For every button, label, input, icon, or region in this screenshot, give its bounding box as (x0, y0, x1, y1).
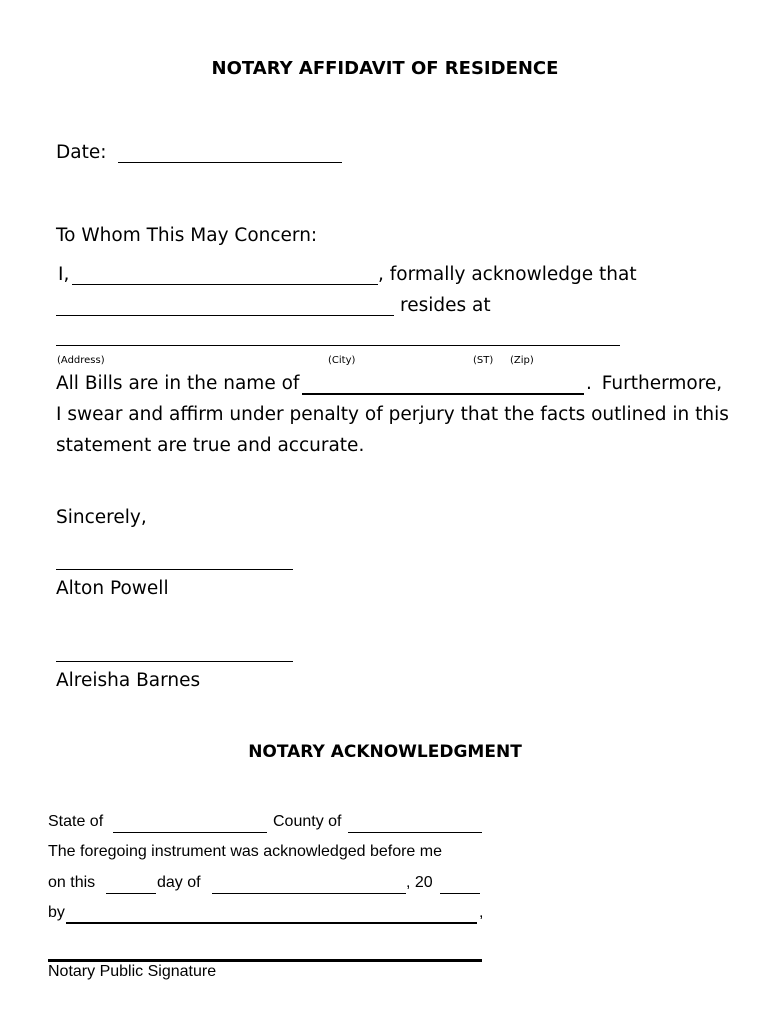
statement-line-2: I swear and affirm under penalty of perjury that the facts outlined in this (56, 404, 729, 425)
bills-prefix: All Bills are in the name of (56, 373, 300, 394)
state-label: (ST) (473, 355, 494, 366)
zip-label: (Zip) (510, 355, 534, 366)
signature-line-1 (56, 569, 293, 570)
notary-title: NOTARY ACKNOWLEDGMENT (248, 742, 522, 762)
furthermore-text: . Furthermore, (586, 373, 723, 394)
year-prefix: , 20 (406, 874, 433, 891)
resident-name-blank (56, 315, 394, 316)
signature-line-2 (56, 661, 293, 662)
county-of-label: County of (273, 813, 342, 830)
date-label: Date: (56, 142, 107, 163)
date-blank-line (118, 162, 342, 163)
bills-name-blank (302, 393, 584, 395)
declarant-name-blank (72, 284, 378, 285)
foregoing-text: The foregoing instrument was acknowledged before me (48, 843, 442, 860)
document-title: NOTARY AFFIDAVIT OF RESIDENCE (211, 58, 559, 79)
day-blank (106, 893, 156, 894)
day-of-label: day of (157, 874, 201, 891)
month-blank (212, 893, 406, 894)
signer-2-name: Alreisha Barnes (56, 670, 201, 691)
notary-signature-line (48, 959, 482, 962)
acknowledge-text: , formally acknowledge that (378, 264, 637, 285)
by-comma: , (479, 904, 484, 921)
county-blank (348, 832, 482, 833)
city-label: (City) (328, 355, 356, 366)
notary-signature-label: Notary Public Signature (48, 963, 217, 980)
by-label: by (48, 904, 65, 921)
signer-1-name: Alton Powell (56, 578, 169, 599)
state-blank (113, 832, 267, 833)
year-blank (440, 893, 480, 894)
by-blank (66, 922, 477, 924)
on-this-label: on this (48, 874, 96, 891)
statement-line-3: statement are true and accurate. (56, 435, 365, 456)
closing: Sincerely, (56, 507, 147, 528)
resides-at-text: resides at (400, 295, 491, 316)
address-label: (Address) (57, 355, 105, 366)
state-of-label: State of (48, 813, 104, 830)
declarant-prefix: I, (58, 264, 70, 285)
address-blank-line (56, 345, 620, 346)
salutation: To Whom This May Concern: (56, 225, 318, 246)
